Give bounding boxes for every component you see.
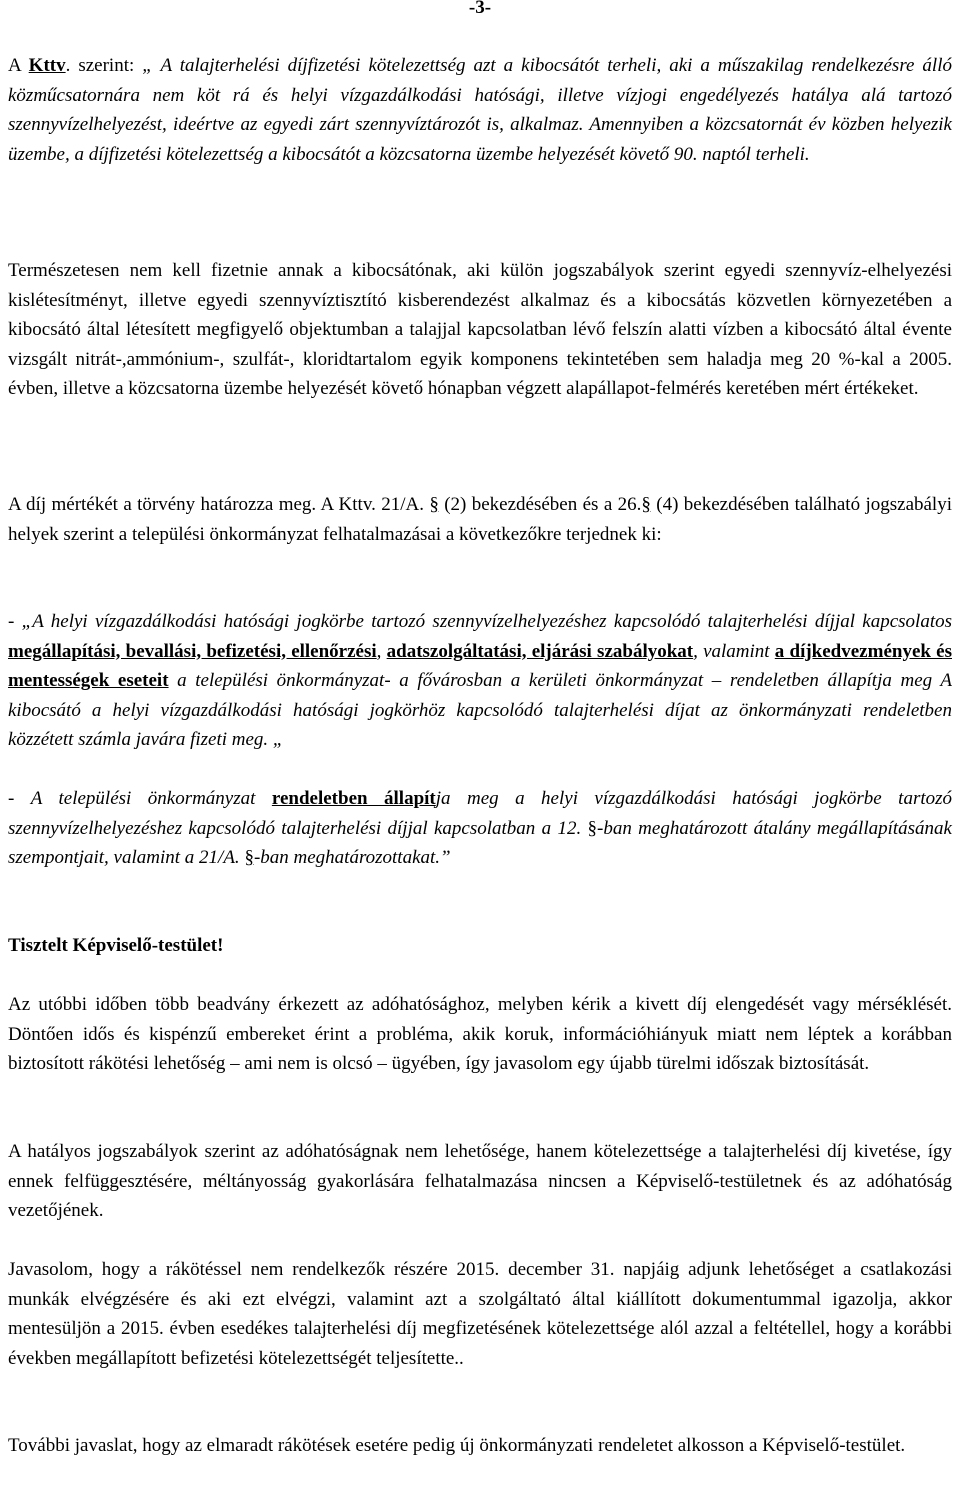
section-sign: § bbox=[587, 817, 598, 839]
paragraph-further-proposal: További javaslat, hogy az elmaradt rákötések esetére pedig új önkormányzati rendeletet alkosson a Képviselő-testület. bbox=[8, 1435, 906, 1456]
p4-text-a: „A helyi vízgazdálkodási hatósági jogkörbe tartozó szennyvízelhelyezéshez kapcsolódó talajterhelési díjjal kapcsolatos bbox=[21, 611, 953, 632]
p5-text-a: A települési önkormányzat bbox=[30, 788, 272, 809]
p4-text-c3: a települési önkormányzat- a fővárosban a kerületi önkormányzat – rendeletben állapítja meg A kibocsátó a helyi vízgazdálkodási hatósági jogkörhöz kapcsolódó talajterhelési díjat az önkormányzati rendeletben közzétett számla javára fizeti meg. „ bbox=[8, 670, 952, 750]
kttv-quote-text: „ A talajterhelési díjfizetési kötelezettség azt a kibocsátót terheli, aki a műszakilag rendelkezésre álló közműcsatornára nem köt rá és helyi vízgazdálkodási hatósági, illetve vízjogi engedélyezés hatálya alá tartozó szennyvízelhelyezést, ideértve az egyedi zárt szennyvíztározót is, alkalmaz. Amennyiben a közcsatornát év közben helyezik üzembe, a díjfizetési kötelezettség a kibocsátót a közcsatorna üzembe helyezését követő 90. naptól terheli. bbox=[8, 55, 952, 165]
p3-text-a: A díj mértékét a törvény határozza meg. A Kttv. 21/A. bbox=[8, 494, 430, 515]
list-dash: - bbox=[8, 611, 22, 632]
list-dash: - bbox=[8, 788, 31, 809]
p4-text-c2: , valamint bbox=[693, 640, 775, 662]
paragraph-quote-regulation bbox=[8, 784, 952, 873]
section-sign: § bbox=[429, 494, 439, 515]
salutation-heading: Tisztelt Képviselő-testület! bbox=[8, 935, 224, 956]
p1-text-b: . szerint: bbox=[65, 55, 143, 76]
paragraph-fee-authority bbox=[8, 490, 952, 549]
paragraph-submissions: Az utóbbi időben több beadvány érkezett az adóhatósághoz, melyben kérik a kivett díj elengedését vagy mérséklését. Döntően idős és kispénzű embereket érint a probléma, akik koruk, információhiányuk miatt nem léptek a korábban biztosított rákötési lehetőség – ami nem is olcsó – ügyében, így javasolom egy újabb türelmi időszak biztosítását. bbox=[8, 994, 952, 1074]
p5-bold-1: rendeletben állapít bbox=[271, 788, 436, 809]
p4-bold-2: adatszolgáltatási, eljárási szabályokat bbox=[386, 640, 694, 662]
paragraph-exemption: Természetesen nem kell fizetnie annak a kibocsátónak, aki külön jogszabályok szerint egyedi szennyvíz-elhelyezési kislétesítményt, illetve egyedi szennyvíztisztító kisberendezést alkalmaz és a kibocsátás közvetlen környezetében a kibocsátó által létesített megfigyelő objektumban a talajjal kapcsolatban lévő felszín alatti vízben a kibocsátó által évente vizsgált nitrát-,ammónium-, szulfát-, kloridtartalom egyik komponens tekintetében sem haladja meg 20 %-kal a 2005. évben, illetve a közcsatorna üzembe helyezését követő hónapban végzett alapállapot-felmérés keretében mért értékeket. bbox=[8, 260, 952, 399]
paragraph-proposal: Javasolom, hogy a rákötéssel nem rendelkezők részére 2015. december 31. napjáig adjunk lehetőséget a csatlakozási munkák elvégzésére és aki ezt elvégzi, valamint azt a szolgáltató által kiállított dokumentummal igazolja, akkor mentesüljön a 2015. évben esedékes talajterhelési díj megfizetésének kötelezettsége alól azzal a feltétellel, hogy a korábbi években megállapított befizetési kötelezettségét teljesítette.. bbox=[8, 1259, 952, 1369]
section-sign: § bbox=[641, 494, 651, 515]
p3-text-c: (4) bekezdésében található jogszabályi helyek szerint a települési önkormányzat felhatalmazásai a következőkre terjednek ki: bbox=[8, 494, 952, 545]
p3-text-b: (2) bekezdésében és a 26. bbox=[438, 494, 642, 515]
kttv-reference: Kttv bbox=[28, 55, 66, 76]
p4-bold-1: megállapítási, bevallási, befizetési, ellenőrzési bbox=[8, 640, 377, 662]
p5-text-e: -ban meghatározottakat.” bbox=[253, 847, 451, 868]
p1-text-a: A bbox=[8, 55, 29, 76]
paragraph-quote-local-rules bbox=[8, 607, 952, 755]
paragraph-kttv-quote bbox=[8, 51, 952, 169]
p5-text-c: ja meg a helyi vízgazdálkodási hatósági jogkörbe tartozó szennyvízelhelyezéshez kapcsolódó talajterhelési díjjal kapcsolatban a 12. bbox=[8, 788, 953, 839]
p4-text-c1: , bbox=[376, 640, 387, 662]
paragraph-current-law: A hatályos jogszabályok szerint az adóhatóságnak nem lehetősége, hanem kötelezettsége a talajterhelési díj kivetése, így ennek felfüggesztésére, méltányosság gyakorlására felhatalmazása nincsen a Képviselő-testületnek és az adóhatóság vezetőjének. bbox=[8, 1141, 952, 1221]
page-number: -3- bbox=[468, 0, 492, 18]
section-sign: § bbox=[244, 847, 254, 868]
p5-text-d: -ban meghatározott átalány megállapításának szempontjait, valamint a 21/A. bbox=[8, 817, 952, 868]
p4-bold-3: a díjkedvezmények és mentességek eseteit bbox=[8, 640, 952, 691]
